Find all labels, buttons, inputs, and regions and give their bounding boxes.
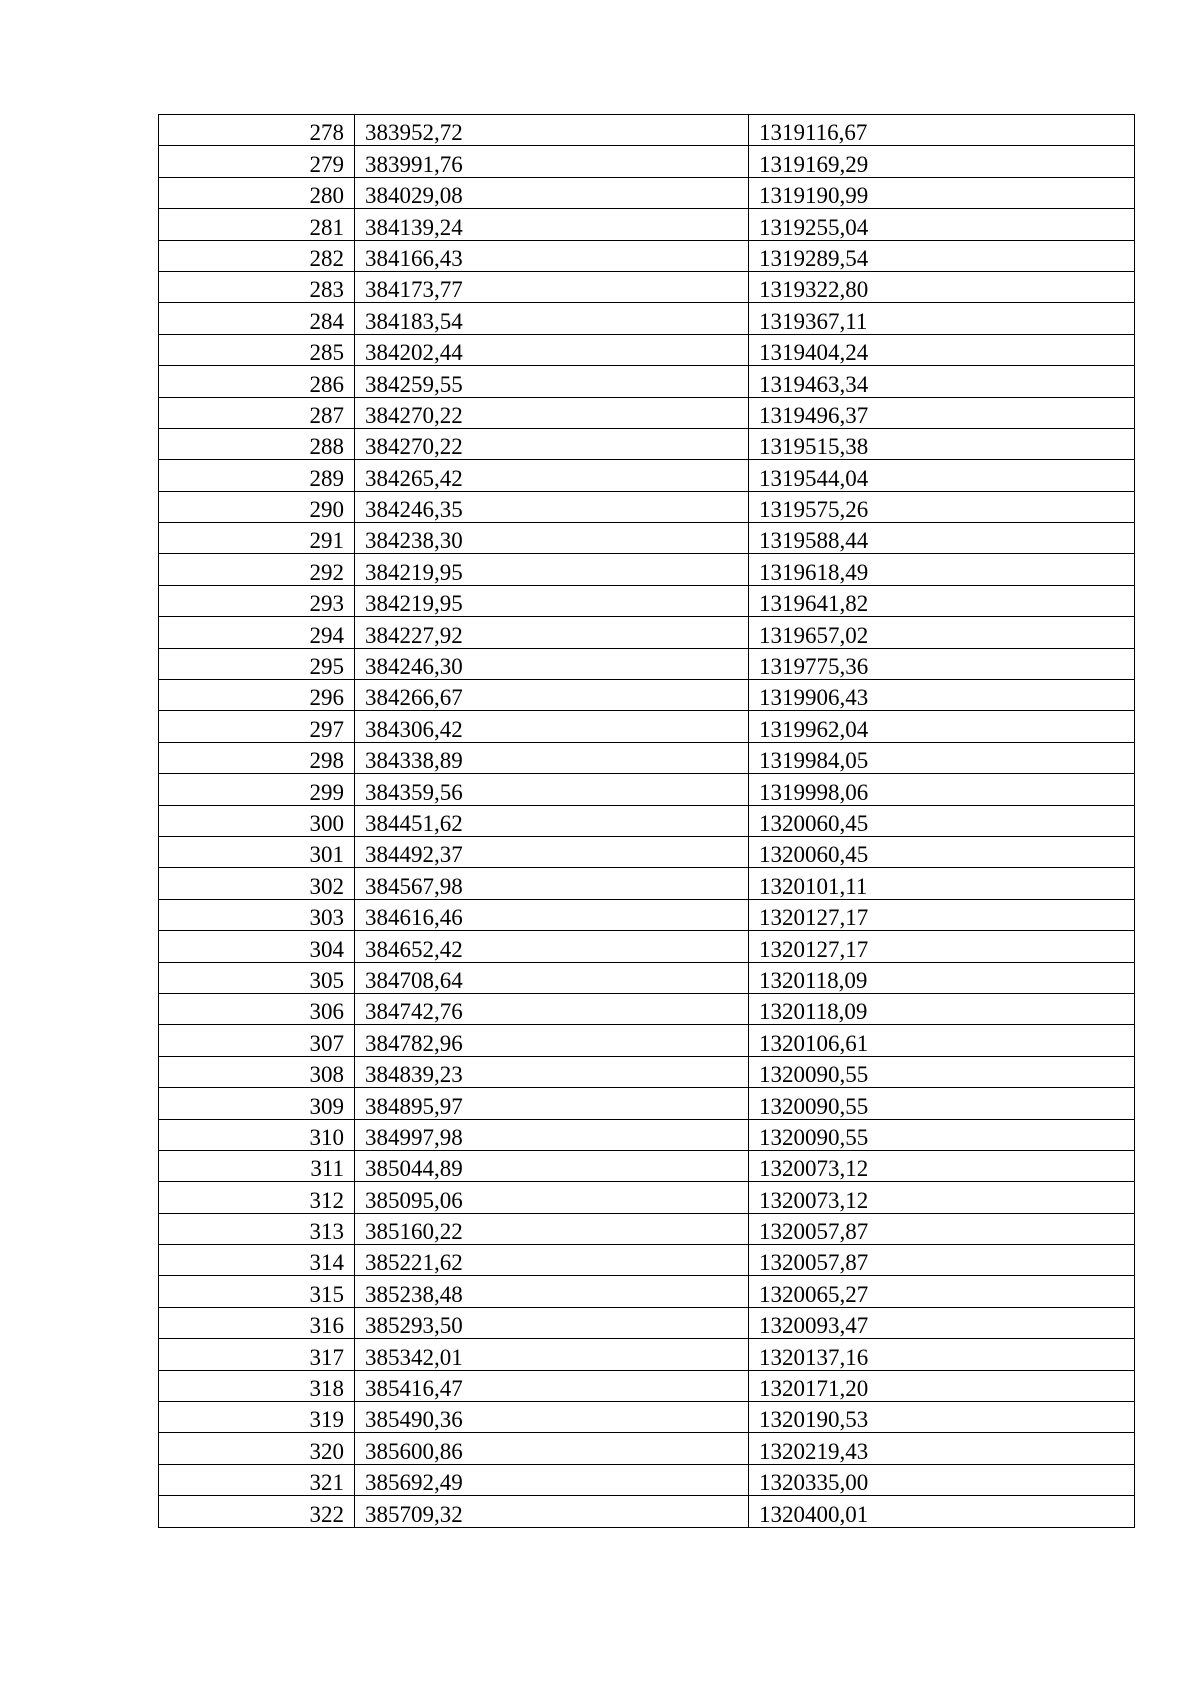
y-coordinate-cell: 1320171,20: [749, 1370, 1135, 1401]
x-coordinate-cell: 385238,48: [355, 1276, 749, 1307]
table-row: [159, 868, 1135, 899]
point-number-cell: 288: [159, 428, 355, 459]
y-coordinate-cell: 1320060,45: [749, 805, 1135, 836]
table-row: [159, 334, 1135, 365]
table-row: [159, 271, 1135, 302]
y-coordinate-cell: 1319404,24: [749, 334, 1135, 365]
y-coordinate-cell: 1320073,12: [749, 1182, 1135, 1213]
x-coordinate-cell: 384492,37: [355, 836, 749, 867]
x-coordinate-cell: 384219,95: [355, 554, 749, 585]
y-coordinate-cell: 1320065,27: [749, 1276, 1135, 1307]
table-row: [159, 397, 1135, 428]
x-coordinate-cell: 385095,06: [355, 1182, 749, 1213]
point-number-cell: 316: [159, 1307, 355, 1338]
point-number-cell: 282: [159, 240, 355, 271]
y-coordinate-cell: 1320190,53: [749, 1402, 1135, 1433]
y-coordinate-cell: 1319984,05: [749, 742, 1135, 773]
table-row: [159, 617, 1135, 648]
x-coordinate-cell: 385692,49: [355, 1464, 749, 1495]
y-coordinate-cell: 1320057,87: [749, 1213, 1135, 1244]
point-number-cell: 305: [159, 962, 355, 993]
table-row: [159, 1339, 1135, 1370]
table-row: [159, 962, 1135, 993]
x-coordinate-cell: 384652,42: [355, 931, 749, 962]
coordinates-table: [158, 114, 1135, 1528]
point-number-cell: 294: [159, 617, 355, 648]
table-row: [159, 1119, 1135, 1150]
point-number-cell: 312: [159, 1182, 355, 1213]
table-row: [159, 648, 1135, 679]
point-number-cell: 285: [159, 334, 355, 365]
y-coordinate-cell: 1320137,16: [749, 1339, 1135, 1370]
point-number-cell: 315: [159, 1276, 355, 1307]
x-coordinate-cell: 385342,01: [355, 1339, 749, 1370]
table-row: [159, 146, 1135, 177]
table-row: [159, 585, 1135, 616]
x-coordinate-cell: 384183,54: [355, 303, 749, 334]
table-row: [159, 554, 1135, 585]
table-row: [159, 711, 1135, 742]
point-number-cell: 317: [159, 1339, 355, 1370]
table-row: [159, 240, 1135, 271]
table-row: [159, 523, 1135, 554]
table-row: [159, 993, 1135, 1024]
table-row: [159, 177, 1135, 208]
table-row: [159, 805, 1135, 836]
y-coordinate-cell: 1319575,26: [749, 491, 1135, 522]
x-coordinate-cell: 384306,42: [355, 711, 749, 742]
y-coordinate-cell: 1319641,82: [749, 585, 1135, 616]
table-row: [159, 1307, 1135, 1338]
x-coordinate-cell: 384227,92: [355, 617, 749, 648]
x-coordinate-cell: 385160,22: [355, 1213, 749, 1244]
y-coordinate-cell: 1320073,12: [749, 1150, 1135, 1181]
table-row: [159, 931, 1135, 962]
table-row: [159, 1088, 1135, 1119]
point-number-cell: 296: [159, 680, 355, 711]
point-number-cell: 309: [159, 1088, 355, 1119]
y-coordinate-cell: 1320090,55: [749, 1056, 1135, 1087]
point-number-cell: 303: [159, 899, 355, 930]
y-coordinate-cell: 1319906,43: [749, 680, 1135, 711]
x-coordinate-cell: 384359,56: [355, 774, 749, 805]
y-coordinate-cell: 1319496,37: [749, 397, 1135, 428]
y-coordinate-cell: 1320106,61: [749, 1025, 1135, 1056]
table-row: [159, 209, 1135, 240]
y-coordinate-cell: 1319116,67: [749, 115, 1135, 146]
y-coordinate-cell: 1319588,44: [749, 523, 1135, 554]
table-row: [159, 1276, 1135, 1307]
y-coordinate-cell: 1319657,02: [749, 617, 1135, 648]
point-number-cell: 284: [159, 303, 355, 334]
point-number-cell: 287: [159, 397, 355, 428]
point-number-cell: 293: [159, 585, 355, 616]
y-coordinate-cell: 1319367,11: [749, 303, 1135, 334]
y-coordinate-cell: 1320101,11: [749, 868, 1135, 899]
table-row: [159, 774, 1135, 805]
point-number-cell: 280: [159, 177, 355, 208]
point-number-cell: 313: [159, 1213, 355, 1244]
table-row: [159, 1370, 1135, 1401]
y-coordinate-cell: 1320060,45: [749, 836, 1135, 867]
point-number-cell: 311: [159, 1150, 355, 1181]
x-coordinate-cell: 384742,76: [355, 993, 749, 1024]
x-coordinate-cell: 384166,43: [355, 240, 749, 271]
y-coordinate-cell: 1319775,36: [749, 648, 1135, 679]
x-coordinate-cell: 384139,24: [355, 209, 749, 240]
point-number-cell: 302: [159, 868, 355, 899]
y-coordinate-cell: 1320118,09: [749, 993, 1135, 1024]
y-coordinate-cell: 1320090,55: [749, 1119, 1135, 1150]
table-row: [159, 680, 1135, 711]
x-coordinate-cell: 385044,89: [355, 1150, 749, 1181]
x-coordinate-cell: 384246,35: [355, 491, 749, 522]
x-coordinate-cell: 384238,30: [355, 523, 749, 554]
y-coordinate-cell: 1319289,54: [749, 240, 1135, 271]
x-coordinate-cell: 384246,30: [355, 648, 749, 679]
point-number-cell: 322: [159, 1496, 355, 1527]
y-coordinate-cell: 1320219,43: [749, 1433, 1135, 1464]
point-number-cell: 297: [159, 711, 355, 742]
x-coordinate-cell: 384839,23: [355, 1056, 749, 1087]
point-number-cell: 310: [159, 1119, 355, 1150]
table-row: [159, 1402, 1135, 1433]
y-coordinate-cell: 1319618,49: [749, 554, 1135, 585]
point-number-cell: 298: [159, 742, 355, 773]
y-coordinate-cell: 1320090,55: [749, 1088, 1135, 1119]
point-number-cell: 295: [159, 648, 355, 679]
table-row: [159, 460, 1135, 491]
table-row: [159, 366, 1135, 397]
x-coordinate-cell: 385709,32: [355, 1496, 749, 1527]
table-row: [159, 899, 1135, 930]
y-coordinate-cell: 1319515,38: [749, 428, 1135, 459]
x-coordinate-cell: 384451,62: [355, 805, 749, 836]
table-row: [159, 742, 1135, 773]
table-row: [159, 1213, 1135, 1244]
point-number-cell: 289: [159, 460, 355, 491]
x-coordinate-cell: 384270,22: [355, 428, 749, 459]
point-number-cell: 314: [159, 1245, 355, 1276]
table-row: [159, 836, 1135, 867]
x-coordinate-cell: 384895,97: [355, 1088, 749, 1119]
y-coordinate-cell: 1320335,00: [749, 1464, 1135, 1495]
point-number-cell: 320: [159, 1433, 355, 1464]
x-coordinate-cell: 384202,44: [355, 334, 749, 365]
point-number-cell: 283: [159, 271, 355, 302]
table-row: [159, 1025, 1135, 1056]
x-coordinate-cell: 384616,46: [355, 899, 749, 930]
table-row: [159, 115, 1135, 146]
point-number-cell: 299: [159, 774, 355, 805]
point-number-cell: 300: [159, 805, 355, 836]
x-coordinate-cell: 384029,08: [355, 177, 749, 208]
y-coordinate-cell: 1319169,29: [749, 146, 1135, 177]
x-coordinate-cell: 384173,77: [355, 271, 749, 302]
y-coordinate-cell: 1320127,17: [749, 899, 1135, 930]
x-coordinate-cell: 385416,47: [355, 1370, 749, 1401]
point-number-cell: 281: [159, 209, 355, 240]
table-row: [159, 491, 1135, 522]
x-coordinate-cell: 384997,98: [355, 1119, 749, 1150]
y-coordinate-cell: 1320093,47: [749, 1307, 1135, 1338]
table-row: [159, 1245, 1135, 1276]
y-coordinate-cell: 1319998,06: [749, 774, 1135, 805]
y-coordinate-cell: 1320057,87: [749, 1245, 1135, 1276]
table-row: [159, 303, 1135, 334]
table-row: [159, 428, 1135, 459]
table-row: [159, 1056, 1135, 1087]
x-coordinate-cell: 384270,22: [355, 397, 749, 428]
y-coordinate-cell: 1319322,80: [749, 271, 1135, 302]
x-coordinate-cell: 385490,36: [355, 1402, 749, 1433]
point-number-cell: 286: [159, 366, 355, 397]
point-number-cell: 306: [159, 993, 355, 1024]
x-coordinate-cell: 384266,67: [355, 680, 749, 711]
y-coordinate-cell: 1319463,34: [749, 366, 1135, 397]
table-row: [159, 1464, 1135, 1495]
x-coordinate-cell: 384265,42: [355, 460, 749, 491]
point-number-cell: 304: [159, 931, 355, 962]
y-coordinate-cell: 1320127,17: [749, 931, 1135, 962]
x-coordinate-cell: 385600,86: [355, 1433, 749, 1464]
point-number-cell: 319: [159, 1402, 355, 1433]
point-number-cell: 318: [159, 1370, 355, 1401]
point-number-cell: 292: [159, 554, 355, 585]
point-number-cell: 278: [159, 115, 355, 146]
x-coordinate-cell: 384338,89: [355, 742, 749, 773]
table-row: [159, 1433, 1135, 1464]
x-coordinate-cell: 383952,72: [355, 115, 749, 146]
x-coordinate-cell: 383991,76: [355, 146, 749, 177]
y-coordinate-cell: 1319962,04: [749, 711, 1135, 742]
table-row: [159, 1496, 1135, 1527]
point-number-cell: 308: [159, 1056, 355, 1087]
y-coordinate-cell: 1320118,09: [749, 962, 1135, 993]
x-coordinate-cell: 384708,64: [355, 962, 749, 993]
point-number-cell: 290: [159, 491, 355, 522]
y-coordinate-cell: 1319190,99: [749, 177, 1135, 208]
point-number-cell: 307: [159, 1025, 355, 1056]
x-coordinate-cell: 385293,50: [355, 1307, 749, 1338]
point-number-cell: 321: [159, 1464, 355, 1495]
x-coordinate-cell: 384259,55: [355, 366, 749, 397]
coordinates-table-body: [159, 115, 1135, 1528]
y-coordinate-cell: 1320400,01: [749, 1496, 1135, 1527]
x-coordinate-cell: 385221,62: [355, 1245, 749, 1276]
point-number-cell: 279: [159, 146, 355, 177]
x-coordinate-cell: 384567,98: [355, 868, 749, 899]
point-number-cell: 291: [159, 523, 355, 554]
y-coordinate-cell: 1319255,04: [749, 209, 1135, 240]
y-coordinate-cell: 1319544,04: [749, 460, 1135, 491]
point-number-cell: 301: [159, 836, 355, 867]
x-coordinate-cell: 384219,95: [355, 585, 749, 616]
table-row: [159, 1182, 1135, 1213]
table-row: [159, 1150, 1135, 1181]
x-coordinate-cell: 384782,96: [355, 1025, 749, 1056]
